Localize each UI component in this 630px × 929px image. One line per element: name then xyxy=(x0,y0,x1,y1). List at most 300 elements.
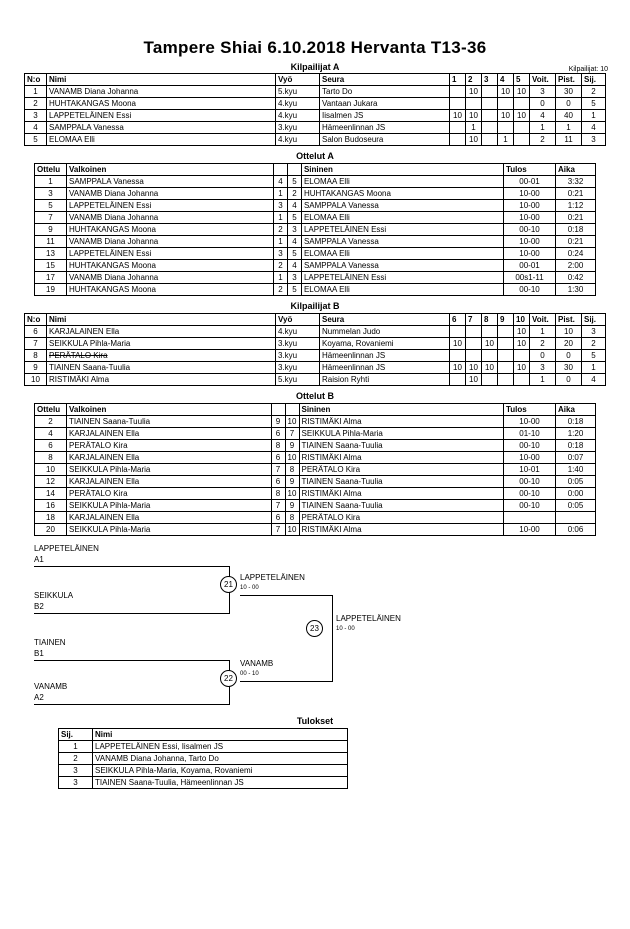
pool-b-table xyxy=(24,313,606,386)
blue-competitor: RISTIMÄKI Alma xyxy=(299,416,504,428)
white-number: 1 xyxy=(273,236,287,248)
match-result-cell xyxy=(498,362,514,374)
competitor-name: RISTIMÄKI Alma xyxy=(47,374,276,386)
match-time: 0:42 xyxy=(556,272,596,284)
white-competitor: PERÄTALO Kira xyxy=(67,488,272,500)
bracket-entry-1-seed: A1 xyxy=(34,555,44,564)
white-competitor: VANAMB Diana Johanna xyxy=(67,236,274,248)
match-time: 2:00 xyxy=(556,260,596,272)
rank-cell: 4 xyxy=(582,374,606,386)
table-row xyxy=(35,488,596,500)
blue-competitor: RISTIMÄKI Alma xyxy=(299,524,504,536)
pool-a-table xyxy=(24,73,606,146)
table-row xyxy=(59,765,348,777)
white-number: 6 xyxy=(271,512,285,524)
white-competitor: VANAMB Diana Johanna xyxy=(67,188,274,200)
match-number: 13 xyxy=(35,248,67,260)
column-header: Nimi xyxy=(47,314,276,326)
match-result-cell: 10 xyxy=(498,110,514,122)
blue-competitor: HUHTAKANGAS Moona xyxy=(301,188,503,200)
blue-competitor: RISTIMÄKI Alma xyxy=(299,488,504,500)
blue-competitor: SEIKKULA Pihla-Maria xyxy=(299,428,504,440)
match-result-cell xyxy=(498,374,514,386)
column-header: 4 xyxy=(498,74,514,86)
match-result-cell xyxy=(482,350,498,362)
match-result-cell xyxy=(482,110,498,122)
match-result-cell: 10 xyxy=(482,338,498,350)
match-result-cell xyxy=(482,98,498,110)
table-body xyxy=(35,416,596,536)
match-time xyxy=(556,512,596,524)
competitor-name: ELOMAA Elli xyxy=(47,134,276,146)
match-score: 00-10 xyxy=(504,500,556,512)
competitor-name: KARJALAINEN Ella xyxy=(47,326,276,338)
column-header xyxy=(285,404,299,416)
result-name: VANAMB Diana Johanna, Tarto Do xyxy=(93,753,348,765)
match-score: 10-00 xyxy=(504,200,556,212)
white-number: 7 xyxy=(271,464,285,476)
table-row xyxy=(25,362,606,374)
points-cell: 20 xyxy=(556,338,582,350)
match-time: 0:18 xyxy=(556,416,596,428)
competitor-name: SAMPPALA Vanessa xyxy=(47,122,276,134)
match-number: 2 xyxy=(35,416,67,428)
blue-competitor: PERÄTALO Kira xyxy=(299,512,504,524)
bracket-line xyxy=(240,595,332,596)
table-body xyxy=(35,176,596,296)
competitor-belt: 3.kyu xyxy=(276,350,320,362)
column-header: Nimi xyxy=(93,729,348,741)
table-row xyxy=(59,741,348,753)
match-time: 1:30 xyxy=(556,284,596,296)
match-score: 00-10 xyxy=(504,284,556,296)
column-header xyxy=(287,164,301,176)
result-rank: 2 xyxy=(59,753,93,765)
results-table xyxy=(58,728,348,789)
points-cell: 30 xyxy=(556,362,582,374)
points-cell: 11 xyxy=(556,134,582,146)
match-score: 00-10 xyxy=(504,476,556,488)
table-row xyxy=(25,374,606,386)
match-result-cell xyxy=(450,98,466,110)
table-row xyxy=(25,326,606,338)
table-row xyxy=(25,338,606,350)
finals-bracket xyxy=(12,544,618,714)
blue-number: 5 xyxy=(287,212,301,224)
blue-number: 10 xyxy=(285,416,299,428)
match-result-cell xyxy=(514,98,530,110)
white-number: 6 xyxy=(271,428,285,440)
match-time: 0:18 xyxy=(556,224,596,236)
match-time: 1:20 xyxy=(556,428,596,440)
wins-cell: 1 xyxy=(530,374,556,386)
blue-number: 5 xyxy=(287,176,301,188)
match-result-cell: 10 xyxy=(498,86,514,98)
matches-a-table-wrap xyxy=(34,163,596,296)
column-header: Pist. xyxy=(556,74,582,86)
competitor-name: PERÄTALO Kira xyxy=(47,350,276,362)
match-result-cell xyxy=(450,350,466,362)
match-time: 0:00 xyxy=(556,488,596,500)
match-result-cell xyxy=(498,122,514,134)
table-row xyxy=(35,260,596,272)
table-row xyxy=(59,777,348,789)
column-header: Valkoinen xyxy=(67,164,274,176)
matches-b-label: Ottelut B xyxy=(296,391,334,401)
blue-number: 10 xyxy=(285,452,299,464)
blue-competitor: SAMPPALA Vanessa xyxy=(301,236,503,248)
bracket-semi1-score: 10 - 00 xyxy=(240,585,259,591)
rank-cell: 3 xyxy=(582,326,606,338)
match-result-cell: 10 xyxy=(514,362,530,374)
match-score: 00-10 xyxy=(504,224,556,236)
match-number: 17 xyxy=(35,272,67,284)
table-row xyxy=(25,86,606,98)
match-time: 0:05 xyxy=(556,476,596,488)
column-header: 5 xyxy=(514,74,530,86)
match-number: 19 xyxy=(35,284,67,296)
match-result-cell: 10 xyxy=(482,362,498,374)
wins-cell: 1 xyxy=(530,122,556,134)
result-rank: 1 xyxy=(59,741,93,753)
white-number: 6 xyxy=(271,452,285,464)
match-number: 15 xyxy=(35,260,67,272)
blue-number: 9 xyxy=(285,476,299,488)
match-number: 9 xyxy=(35,224,67,236)
white-number: 1 xyxy=(273,212,287,224)
bracket-line xyxy=(34,566,229,567)
match-result-cell xyxy=(450,122,466,134)
competitor-club: Salon Budoseura xyxy=(320,134,450,146)
bracket-final-winner: LAPPETELÄINEN xyxy=(336,614,401,623)
rank-cell: 5 xyxy=(582,98,606,110)
white-competitor: VANAMB Diana Johanna xyxy=(67,272,274,284)
table-body xyxy=(25,326,606,386)
result-name: SEIKKULA Pihla-Maria, Koyama, Rovaniemi xyxy=(93,765,348,777)
wins-cell: 0 xyxy=(530,98,556,110)
column-header: Sininen xyxy=(299,404,504,416)
match-result-cell xyxy=(514,374,530,386)
table-body xyxy=(59,741,348,789)
competitor-name: SEIKKULA Pihla-Maria xyxy=(47,338,276,350)
competitor-club: Nummelan Judo xyxy=(320,326,450,338)
bracket-entry-4-name: VANAMB xyxy=(34,682,68,691)
column-header: 3 xyxy=(482,74,498,86)
match-result-cell: 10 xyxy=(514,86,530,98)
bracket-line xyxy=(34,660,229,661)
column-header: Seura xyxy=(320,314,450,326)
table-row xyxy=(35,512,596,524)
white-number: 2 xyxy=(273,260,287,272)
competitor-belt: 3.kyu xyxy=(276,338,320,350)
result-rank: 3 xyxy=(59,777,93,789)
bracket-line xyxy=(240,681,332,682)
match-time: 0:06 xyxy=(556,524,596,536)
match-number: 14 xyxy=(35,488,67,500)
pool-b-subhead: Kilpailijat B xyxy=(290,301,340,311)
rank-cell: 1 xyxy=(582,362,606,374)
column-header: 6 xyxy=(450,314,466,326)
table-row xyxy=(35,188,596,200)
wins-cell: 3 xyxy=(530,86,556,98)
wins-cell: 1 xyxy=(530,326,556,338)
white-competitor: HUHTAKANGAS Moona xyxy=(67,224,274,236)
match-result-cell xyxy=(466,326,482,338)
wins-cell: 2 xyxy=(530,134,556,146)
page-title: Tampere Shiai 6.10.2018 Hervanta T13-36 xyxy=(143,38,487,57)
match-number: 11 xyxy=(35,236,67,248)
white-number: 8 xyxy=(271,440,285,452)
white-number: 7 xyxy=(271,500,285,512)
pool-a-subhead-text: Kilpailijat A xyxy=(290,62,340,72)
match-time: 3:32 xyxy=(556,176,596,188)
table-row xyxy=(25,98,606,110)
competitor-number: 8 xyxy=(25,350,47,362)
blue-competitor: ELOMAA Elli xyxy=(301,212,503,224)
rank-cell: 2 xyxy=(582,86,606,98)
blue-competitor: SAMPPALA Vanessa xyxy=(301,260,503,272)
blue-competitor: LAPPETELÄINEN Essi xyxy=(301,272,503,284)
match-result-cell: 10 xyxy=(514,338,530,350)
match-score xyxy=(504,512,556,524)
bracket-entry-2-seed: B2 xyxy=(34,602,44,611)
blue-number: 4 xyxy=(287,236,301,248)
column-header: Sij. xyxy=(59,729,93,741)
table-row xyxy=(25,110,606,122)
match-result-cell xyxy=(498,338,514,350)
pool-a-subhead xyxy=(12,62,618,72)
blue-number: 9 xyxy=(285,440,299,452)
competitor-club: Tarto Do xyxy=(320,86,450,98)
competitor-belt: 4.kyu xyxy=(276,110,320,122)
column-header xyxy=(273,164,287,176)
match-score: 00-10 xyxy=(504,488,556,500)
table-row xyxy=(35,464,596,476)
points-cell: 40 xyxy=(556,110,582,122)
column-header: Voit. xyxy=(530,74,556,86)
match-time: 0:24 xyxy=(556,248,596,260)
competitor-number: 4 xyxy=(25,122,47,134)
blue-competitor: RISTIMÄKI Alma xyxy=(299,452,504,464)
competitor-name: VANAMB Diana Johanna xyxy=(47,86,276,98)
match-score: 00s1-11 xyxy=(504,272,556,284)
match-time: 1:40 xyxy=(556,464,596,476)
blue-competitor: PERÄTALO Kira xyxy=(299,464,504,476)
match-result-cell xyxy=(482,374,498,386)
blue-number: 4 xyxy=(287,200,301,212)
blue-number: 10 xyxy=(285,524,299,536)
match-score: 00-01 xyxy=(504,176,556,188)
blue-competitor: ELOMAA Elli xyxy=(301,284,503,296)
table-row xyxy=(35,284,596,296)
bracket-node-21: 21 xyxy=(220,576,237,593)
column-header: N:o xyxy=(25,314,47,326)
column-header: 2 xyxy=(466,74,482,86)
points-cell: 30 xyxy=(556,86,582,98)
white-competitor: SEIKKULA Pihla-Maria xyxy=(67,524,272,536)
bracket-node-22: 22 xyxy=(220,670,237,687)
blue-number: 7 xyxy=(285,428,299,440)
table-row xyxy=(59,753,348,765)
points-cell: 0 xyxy=(556,350,582,362)
matches-b-table-wrap xyxy=(34,403,596,536)
pool-a-table-wrap xyxy=(24,73,606,146)
match-result-cell xyxy=(514,122,530,134)
table-header-row xyxy=(35,164,596,176)
white-competitor: TIAINEN Saana-Tuulia xyxy=(67,416,272,428)
match-score: 10-00 xyxy=(504,236,556,248)
results-label: Tulokset xyxy=(296,716,334,726)
blue-competitor: TIAINEN Saana-Tuulia xyxy=(299,476,504,488)
bracket-entry-4-seed: A2 xyxy=(34,693,44,702)
white-competitor: LAPPETELÄINEN Essi xyxy=(67,248,274,260)
match-number: 4 xyxy=(35,428,67,440)
match-time: 0:21 xyxy=(556,188,596,200)
white-number: 7 xyxy=(271,524,285,536)
table-row xyxy=(35,236,596,248)
table-header-row xyxy=(25,314,606,326)
rank-cell: 4 xyxy=(582,122,606,134)
white-competitor: LAPPETELÄINEN Essi xyxy=(67,200,274,212)
column-header: Tulos xyxy=(504,404,556,416)
match-result-cell: 10 xyxy=(466,362,482,374)
matches-a-table xyxy=(34,163,596,296)
blue-number: 4 xyxy=(287,260,301,272)
match-number: 7 xyxy=(35,212,67,224)
match-number: 3 xyxy=(35,188,67,200)
competitor-club: Vantaan Jukara xyxy=(320,98,450,110)
bracket-entry-2-name: SEIKKULA xyxy=(34,591,74,600)
competitor-name: LAPPETELÄINEN Essi xyxy=(47,110,276,122)
bracket-entry-1-name: LAPPETELÄINEN xyxy=(34,544,99,553)
white-competitor: KARJALAINEN Ella xyxy=(67,476,272,488)
column-header: Valkoinen xyxy=(67,404,272,416)
competitor-club: Iisalmen JS xyxy=(320,110,450,122)
wins-cell: 2 xyxy=(530,338,556,350)
match-time: 0:18 xyxy=(556,440,596,452)
table-row xyxy=(25,350,606,362)
column-header: Tulos xyxy=(504,164,556,176)
match-number: 20 xyxy=(35,524,67,536)
match-result-cell: 10 xyxy=(450,362,466,374)
rank-cell: 1 xyxy=(582,110,606,122)
table-row xyxy=(35,248,596,260)
column-header: Sij. xyxy=(582,74,606,86)
white-competitor: SAMPPALA Vanessa xyxy=(67,176,274,188)
results-table-wrap xyxy=(58,728,348,789)
competitor-number: 7 xyxy=(25,338,47,350)
page-root xyxy=(0,38,630,789)
white-competitor: HUHTAKANGAS Moona xyxy=(67,284,274,296)
column-header: 1 xyxy=(450,74,466,86)
match-result-cell xyxy=(466,338,482,350)
blue-competitor: SAMPPALA Vanessa xyxy=(301,200,503,212)
points-cell: 0 xyxy=(556,98,582,110)
match-score: 10-00 xyxy=(504,452,556,464)
competitor-belt: 5.kyu xyxy=(276,86,320,98)
rank-cell: 5 xyxy=(582,350,606,362)
white-number: 3 xyxy=(273,200,287,212)
points-cell: 0 xyxy=(556,374,582,386)
wins-cell: 0 xyxy=(530,350,556,362)
column-header: 9 xyxy=(498,314,514,326)
match-result-cell: 1 xyxy=(498,134,514,146)
competitor-club: Hämeenlinnan JS xyxy=(320,362,450,374)
table-row xyxy=(35,476,596,488)
blue-competitor: TIAINEN Saana-Tuulia xyxy=(299,500,504,512)
table-row xyxy=(35,440,596,452)
competitor-belt: 4.kyu xyxy=(276,98,320,110)
result-name: TIAINEN Saana-Tuulia, Hämeenlinnan JS xyxy=(93,777,348,789)
match-score: 00-10 xyxy=(504,440,556,452)
result-rank: 3 xyxy=(59,765,93,777)
match-result-cell xyxy=(450,374,466,386)
white-competitor: VANAMB Diana Johanna xyxy=(67,212,274,224)
column-header: Voit. xyxy=(530,314,556,326)
match-time: 0:05 xyxy=(556,500,596,512)
white-competitor: KARJALAINEN Ella xyxy=(67,452,272,464)
blue-number: 8 xyxy=(285,512,299,524)
competitor-number: 6 xyxy=(25,326,47,338)
bracket-entry-3-seed: B1 xyxy=(34,649,44,658)
match-result-cell: 10 xyxy=(466,86,482,98)
match-result-cell xyxy=(498,98,514,110)
wins-cell: 3 xyxy=(530,362,556,374)
column-header: 10 xyxy=(514,314,530,326)
match-result-cell xyxy=(482,134,498,146)
blue-number: 9 xyxy=(285,500,299,512)
column-header: Ottelu xyxy=(35,404,67,416)
column-header: Aika xyxy=(556,164,596,176)
match-result-cell: 10 xyxy=(450,338,466,350)
competitor-club: Raision Ryhti xyxy=(320,374,450,386)
match-score: 10-00 xyxy=(504,524,556,536)
table-row xyxy=(25,134,606,146)
bracket-line xyxy=(34,613,229,614)
match-number: 6 xyxy=(35,440,67,452)
match-result-cell xyxy=(450,86,466,98)
match-score: 10-00 xyxy=(504,416,556,428)
column-header: Ottelu xyxy=(35,164,67,176)
white-number: 2 xyxy=(273,224,287,236)
match-result-cell: 10 xyxy=(466,134,482,146)
competitor-name: HUHTAKANGAS Moona xyxy=(47,98,276,110)
match-result-cell xyxy=(514,350,530,362)
rank-cell: 2 xyxy=(582,338,606,350)
matches-b-table xyxy=(34,403,596,536)
white-competitor: KARJALAINEN Ella xyxy=(67,512,272,524)
white-number: 8 xyxy=(271,488,285,500)
competitor-count: Kilpailijat: 10 xyxy=(568,66,608,73)
bracket-entry-3-name: TIAINEN xyxy=(34,638,66,647)
points-cell: 1 xyxy=(556,122,582,134)
competitor-number: 10 xyxy=(25,374,47,386)
table-row xyxy=(35,500,596,512)
bracket-node-23: 23 xyxy=(306,620,323,637)
white-number: 9 xyxy=(271,416,285,428)
competitor-belt: 5.kyu xyxy=(276,374,320,386)
blue-number: 3 xyxy=(287,272,301,284)
match-score: 01-10 xyxy=(504,428,556,440)
blue-competitor: LAPPETELÄINEN Essi xyxy=(301,224,503,236)
match-score: 10-00 xyxy=(504,188,556,200)
column-header: 8 xyxy=(482,314,498,326)
match-time: 0:21 xyxy=(556,212,596,224)
match-result-cell: 10 xyxy=(466,110,482,122)
matches-a-label: Ottelut A xyxy=(296,151,334,161)
column-header: Nimi xyxy=(47,74,276,86)
table-row xyxy=(35,212,596,224)
